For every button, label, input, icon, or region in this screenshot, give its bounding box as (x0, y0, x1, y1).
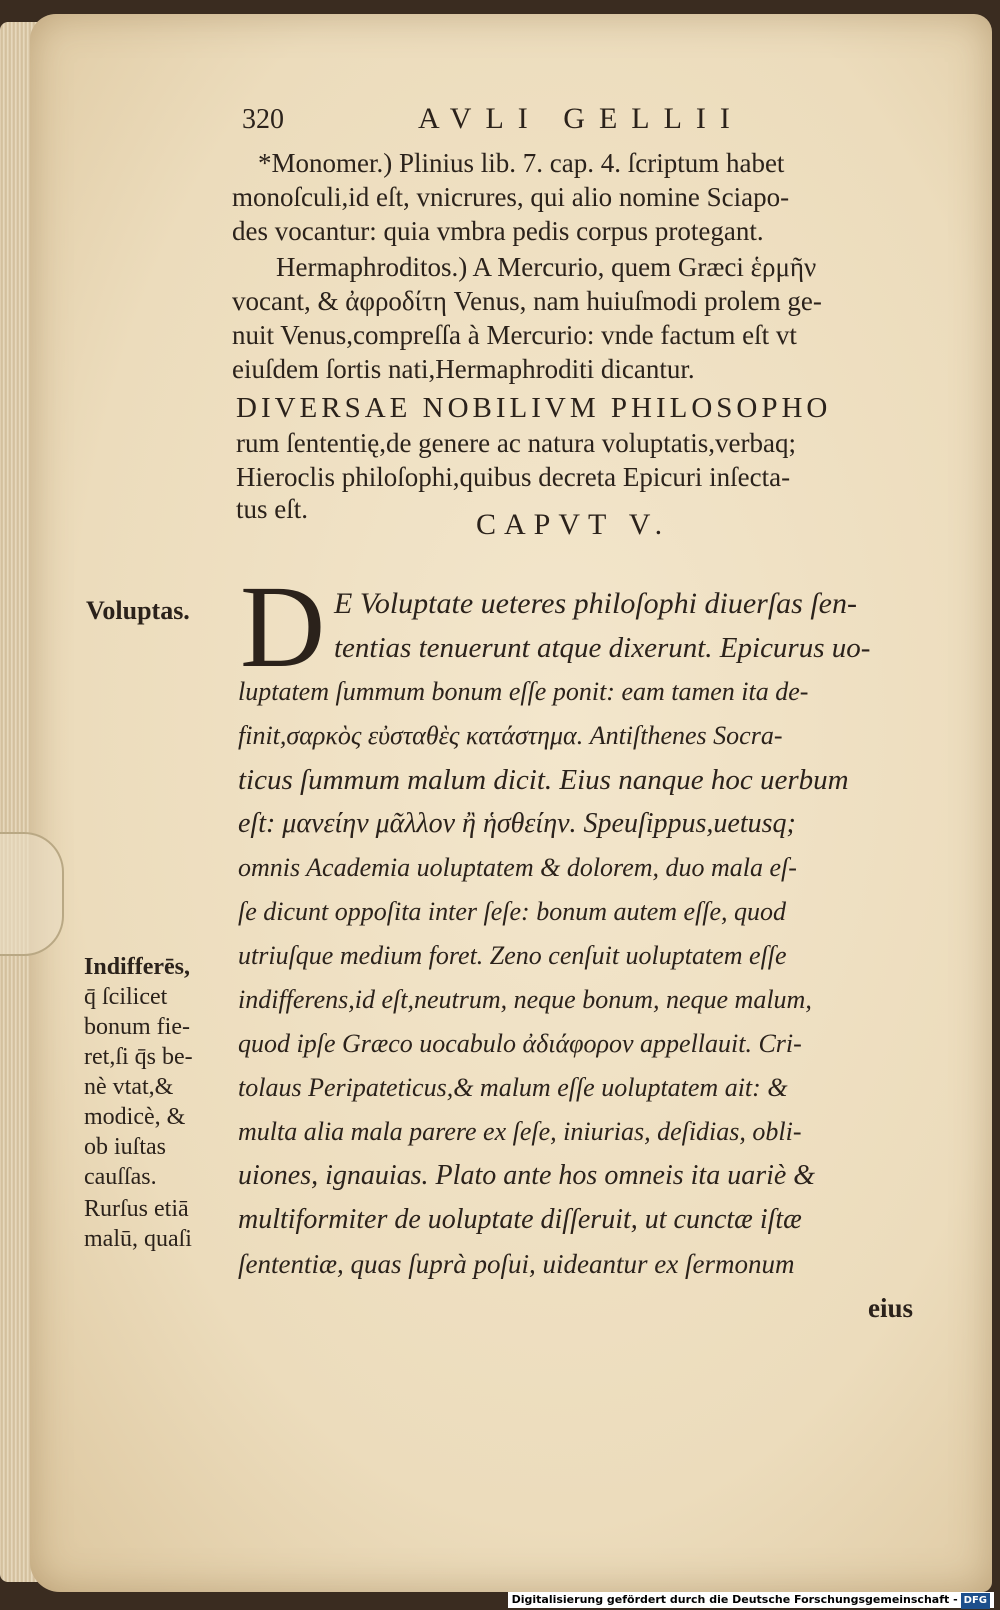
note-line: nuit Venus,compreſſa à Mercurio: vnde factum eſt vt (232, 320, 797, 350)
margin-note-line: q̄ ſcilicet (84, 984, 168, 1010)
body-line: utriuſque medium foret. Zeno cenſuit uoluptatem eſſe (238, 941, 787, 970)
bookmark-tab (0, 832, 64, 956)
body-line: indifferens,id eſt,neutrum, neque bonum, neque malum, (238, 985, 812, 1014)
note-line: monoſculi,id eſt, vnicrures, qui alio nomine Sciapo- (232, 182, 790, 212)
body-line: uiones, ignauias. Plato ante hos omneis ita uariè & (238, 1160, 816, 1191)
body-line: ticus ſummum malum dicit. Eius nanque hoc uerbum (238, 764, 849, 796)
margin-note-line: modicè, & (84, 1104, 186, 1130)
margin-title: Voluptas. (86, 596, 190, 625)
margin-note-line: ret,ſi q̄s be- (84, 1044, 193, 1070)
chapter-title-line: DIVERSAE NOBILIVM PHILOSOPHO (236, 392, 832, 424)
note-line: *Monomer.) Plinius lib. 7. cap. 4. ſcriptum habet (258, 148, 785, 178)
credit-text: Digitalisierung gefördert durch die Deutsche Forschungsgemeinschaft - (511, 1593, 958, 1606)
body-line: luptatem ſummum bonum eſſe ponit: eam tamen ita de- (238, 677, 809, 706)
margin-note-line: Indifferēs, (84, 954, 190, 980)
margin-note-line: malū, quaſi (84, 1226, 192, 1252)
body-line: E Voluptate ueteres philoſophi diuerſas ſen- (334, 587, 857, 620)
note-line: des vocantur: quia vmbra pedis corpus protegant. (232, 216, 764, 246)
body-line: multiformiter de uoluptate diſſeruit, ut cunctæ iſtæ (238, 1204, 802, 1235)
page-number: 320 (242, 104, 284, 135)
drop-cap: D (240, 561, 326, 692)
chapter-title-line: Hieroclis philoſophi,quibus decreta Epicuri inſecta- (236, 462, 791, 492)
running-head: AVLI GELLII (418, 102, 744, 135)
margin-note-line: bonum fie- (84, 1014, 190, 1040)
chapter-title-line: rum ſententię,de genere ac natura voluptatis,verbaq; (236, 428, 797, 458)
body-line: ſententiæ, quas ſuprà poſui, uideantur ex ſermonum (238, 1249, 795, 1279)
margin-note-line: ob iuſtas (84, 1134, 166, 1160)
note-line: vocant, & ἀφροδίτη Venus, nam huiuſmodi prolem ge- (232, 286, 822, 316)
body-line: omnis Academia uoluptatem & dolorem, duo mala eſ- (238, 853, 797, 882)
page-header (242, 100, 932, 144)
body-line: multa alia mala parere ex ſeſe, iniurias, deſidias, obli- (238, 1117, 802, 1146)
digitization-credit (508, 1592, 994, 1608)
body-line: ſe dicunt oppoſita inter ſeſe: bonum autem eſſe, quod (238, 897, 787, 926)
margin-note-line: Rurſus etiā (84, 1196, 189, 1222)
chapter-number: CAPVT V. (476, 508, 671, 541)
margin-note-line: cauſſas. (84, 1164, 157, 1190)
margin-note-line: nè vtat,& (84, 1074, 174, 1100)
body-line: quod ipſe Græco uocabulo ἀδιάφορον appellauit. Cri- (238, 1029, 802, 1058)
dfg-logo: DFG (961, 1593, 990, 1609)
chapter-title-line: tus eſt. (236, 494, 308, 524)
body-line: finit,σαρκὸς εὐσταθὲς κατάστημα. Antiſthenes Socra- (238, 721, 783, 750)
body-line: eſt: μανείην μᾶλλον ἢ ἡσθείην. Speuſippus,uetusq; (238, 808, 796, 839)
note-line: Hermaphroditos.) A Mercurio, quem Græci ἑρμῆν (276, 252, 817, 282)
body-line: tolaus Peripateticus,& malum eſſe uoluptatem ait: & (238, 1073, 788, 1102)
note-line: eiuſdem ſortis nati,Hermaphroditi dicantur. (232, 354, 695, 384)
body-line: tentias tenuerunt atque dixerunt. Epicurus uo- (334, 632, 871, 664)
catchword: eius (868, 1293, 914, 1323)
